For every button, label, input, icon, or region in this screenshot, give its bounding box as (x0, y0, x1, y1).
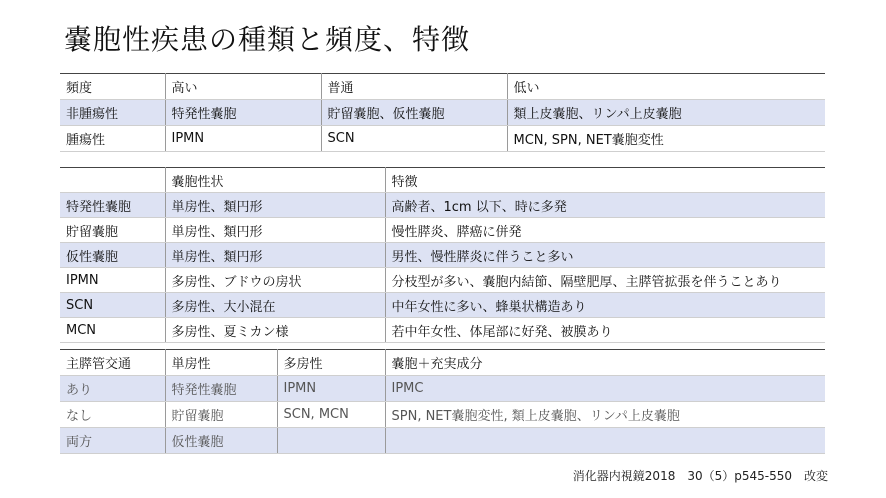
table-cell: 頻度 (60, 74, 165, 100)
table-cell: 特徴 (385, 168, 825, 193)
table-cell: なし (60, 402, 165, 428)
table-row (60, 376, 825, 402)
table-cell: 特発性嚢胞 (165, 100, 321, 126)
table-cell: SPN, NET嚢胞変性, 類上皮嚢胞、リンパ上皮嚢胞 (385, 402, 825, 428)
table-cell: 単房性、類円形 (165, 243, 385, 268)
table-cell: 慢性膵炎、膵癌に併発 (385, 218, 825, 243)
table-cell: 単房性、類円形 (165, 193, 385, 218)
table-row (60, 218, 825, 243)
table-cell: あり (60, 376, 165, 402)
table-cell: 分枝型が多い、嚢胞内結節、隔壁肥厚、主膵管拡張を伴うことあり (385, 268, 825, 293)
table-cell: 若中年女性、体尾部に好発、被膜あり (385, 318, 825, 343)
table-header-row (60, 350, 825, 376)
table-cell: 単房性、類円形 (165, 218, 385, 243)
table-cell: 非腫瘍性 (60, 100, 165, 126)
table-cell: 貯留嚢胞、仮性嚢胞 (321, 100, 507, 126)
table-cell: SCN (321, 126, 507, 152)
table-cell: 仮性嚢胞 (165, 428, 277, 454)
table-cell: IPMN (165, 126, 321, 152)
table-row (60, 243, 825, 268)
table-cell: 普通 (321, 74, 507, 100)
table-cell: 低い (507, 74, 825, 100)
table-cell (277, 428, 385, 454)
table-row (60, 126, 825, 152)
frequency-table (60, 73, 825, 152)
table-cell: SCN (60, 293, 165, 318)
table-row (60, 268, 825, 293)
table-row (60, 193, 825, 218)
table-cell: 両方 (60, 428, 165, 454)
table-cell: 嚢胞性状 (165, 168, 385, 193)
table-cell: 高い (165, 74, 321, 100)
table-cell: 貯留嚢胞 (165, 402, 277, 428)
table-cell: 嚢胞＋充実成分 (385, 350, 825, 376)
table-cell: 高齢者、1cm 以下、時に多発 (385, 193, 825, 218)
table-cell: 中年女性に多い、蜂巣状構造あり (385, 293, 825, 318)
table-cell: IPMN (277, 376, 385, 402)
table-row (60, 318, 825, 343)
table-row (60, 293, 825, 318)
table-cell: MCN (60, 318, 165, 343)
slide-title: 嚢胞性疾患の種類と頻度、特徴 (64, 23, 471, 56)
duct-communication-table (60, 349, 825, 454)
table-cell: 単房性 (165, 350, 277, 376)
table-cell: 腫瘍性 (60, 126, 165, 152)
table-cell (60, 168, 165, 193)
table-cell: IPMN (60, 268, 165, 293)
table-cell: 仮性嚢胞 (60, 243, 165, 268)
table-header-row (60, 168, 825, 193)
table-cell: SCN, MCN (277, 402, 385, 428)
table-cell: 男性、慢性膵炎に伴うこと多い (385, 243, 825, 268)
table-header-row (60, 74, 825, 100)
table-cell: MCN, SPN, NET嚢胞変性 (507, 126, 825, 152)
table-cell: 多房性、ブドウの房状 (165, 268, 385, 293)
table-cell: 多房性、大小混在 (165, 293, 385, 318)
features-table (60, 167, 825, 343)
table-cell: 多房性 (277, 350, 385, 376)
table-cell: 特発性嚢胞 (165, 376, 277, 402)
table-row (60, 100, 825, 126)
table-cell: 貯留嚢胞 (60, 218, 165, 243)
table-row (60, 428, 825, 454)
table-cell: 主膵管交通 (60, 350, 165, 376)
table-cell: IPMC (385, 376, 825, 402)
table-cell: 多房性、夏ミカン様 (165, 318, 385, 343)
table-cell: 類上皮嚢胞、リンパ上皮嚢胞 (507, 100, 825, 126)
table-row (60, 402, 825, 428)
table-cell: 特発性嚢胞 (60, 193, 165, 218)
table-cell (385, 428, 825, 454)
source-citation: 消化器内視鏡2018 30（5）p545-550 改変 (572, 469, 828, 483)
